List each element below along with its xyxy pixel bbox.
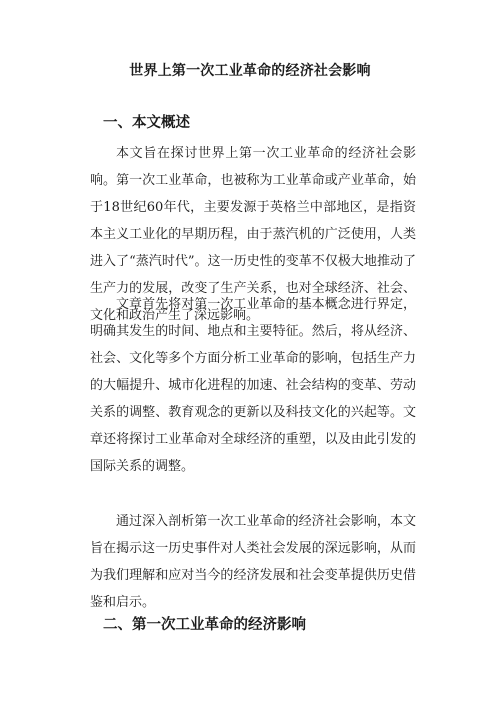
section-heading-overview: 一、本文概述 <box>103 115 190 131</box>
document-title: 世界上第一次工业革命的经济社会影响 <box>129 63 371 79</box>
section-heading-economic-impact: 二、第一次工业革命的经济影响 <box>103 617 306 633</box>
paragraph-intro: 本文旨在探讨世界上第一次工业革命的经济社会影响。第一次工业革命，也被称为工业革命或产业革命，始于18世纪60年代，主要发源于英格兰中部地区，是指资本主义工业化的早期历程，由于蒸汽机的广泛使用，人类进入了“蒸汽时代”。这一历史性的变革不仅极大地推动了生产力的发展，改变了生产关系，也对全球经济、社会、文化和政治产生了深远影响。 <box>90 146 416 323</box>
paragraph-structure: 文章首先将对第一次工业革命的基本概念进行界定，明确其发生的时间、地点和主要特征。然后，将从经济、社会、文化等多个方面分析工业革命的影响，包括生产力的大幅提升、城市化进程的加速、社会结构的变革、劳动关系的调整、教育观念的更新以及科技文化的兴起等。文章还将探讨工业革命对全球经济的重塑，以及由此引发的国际关系的调整。 <box>90 297 416 474</box>
paragraph-purpose: 通过深入剖析第一次工业革命的经济社会影响，本文旨在揭示这一历史事件对人类社会发展的深远影响，从而为我们理解和应对当今的经济发展和社会变革提供历史借鉴和启示。 <box>90 514 416 610</box>
